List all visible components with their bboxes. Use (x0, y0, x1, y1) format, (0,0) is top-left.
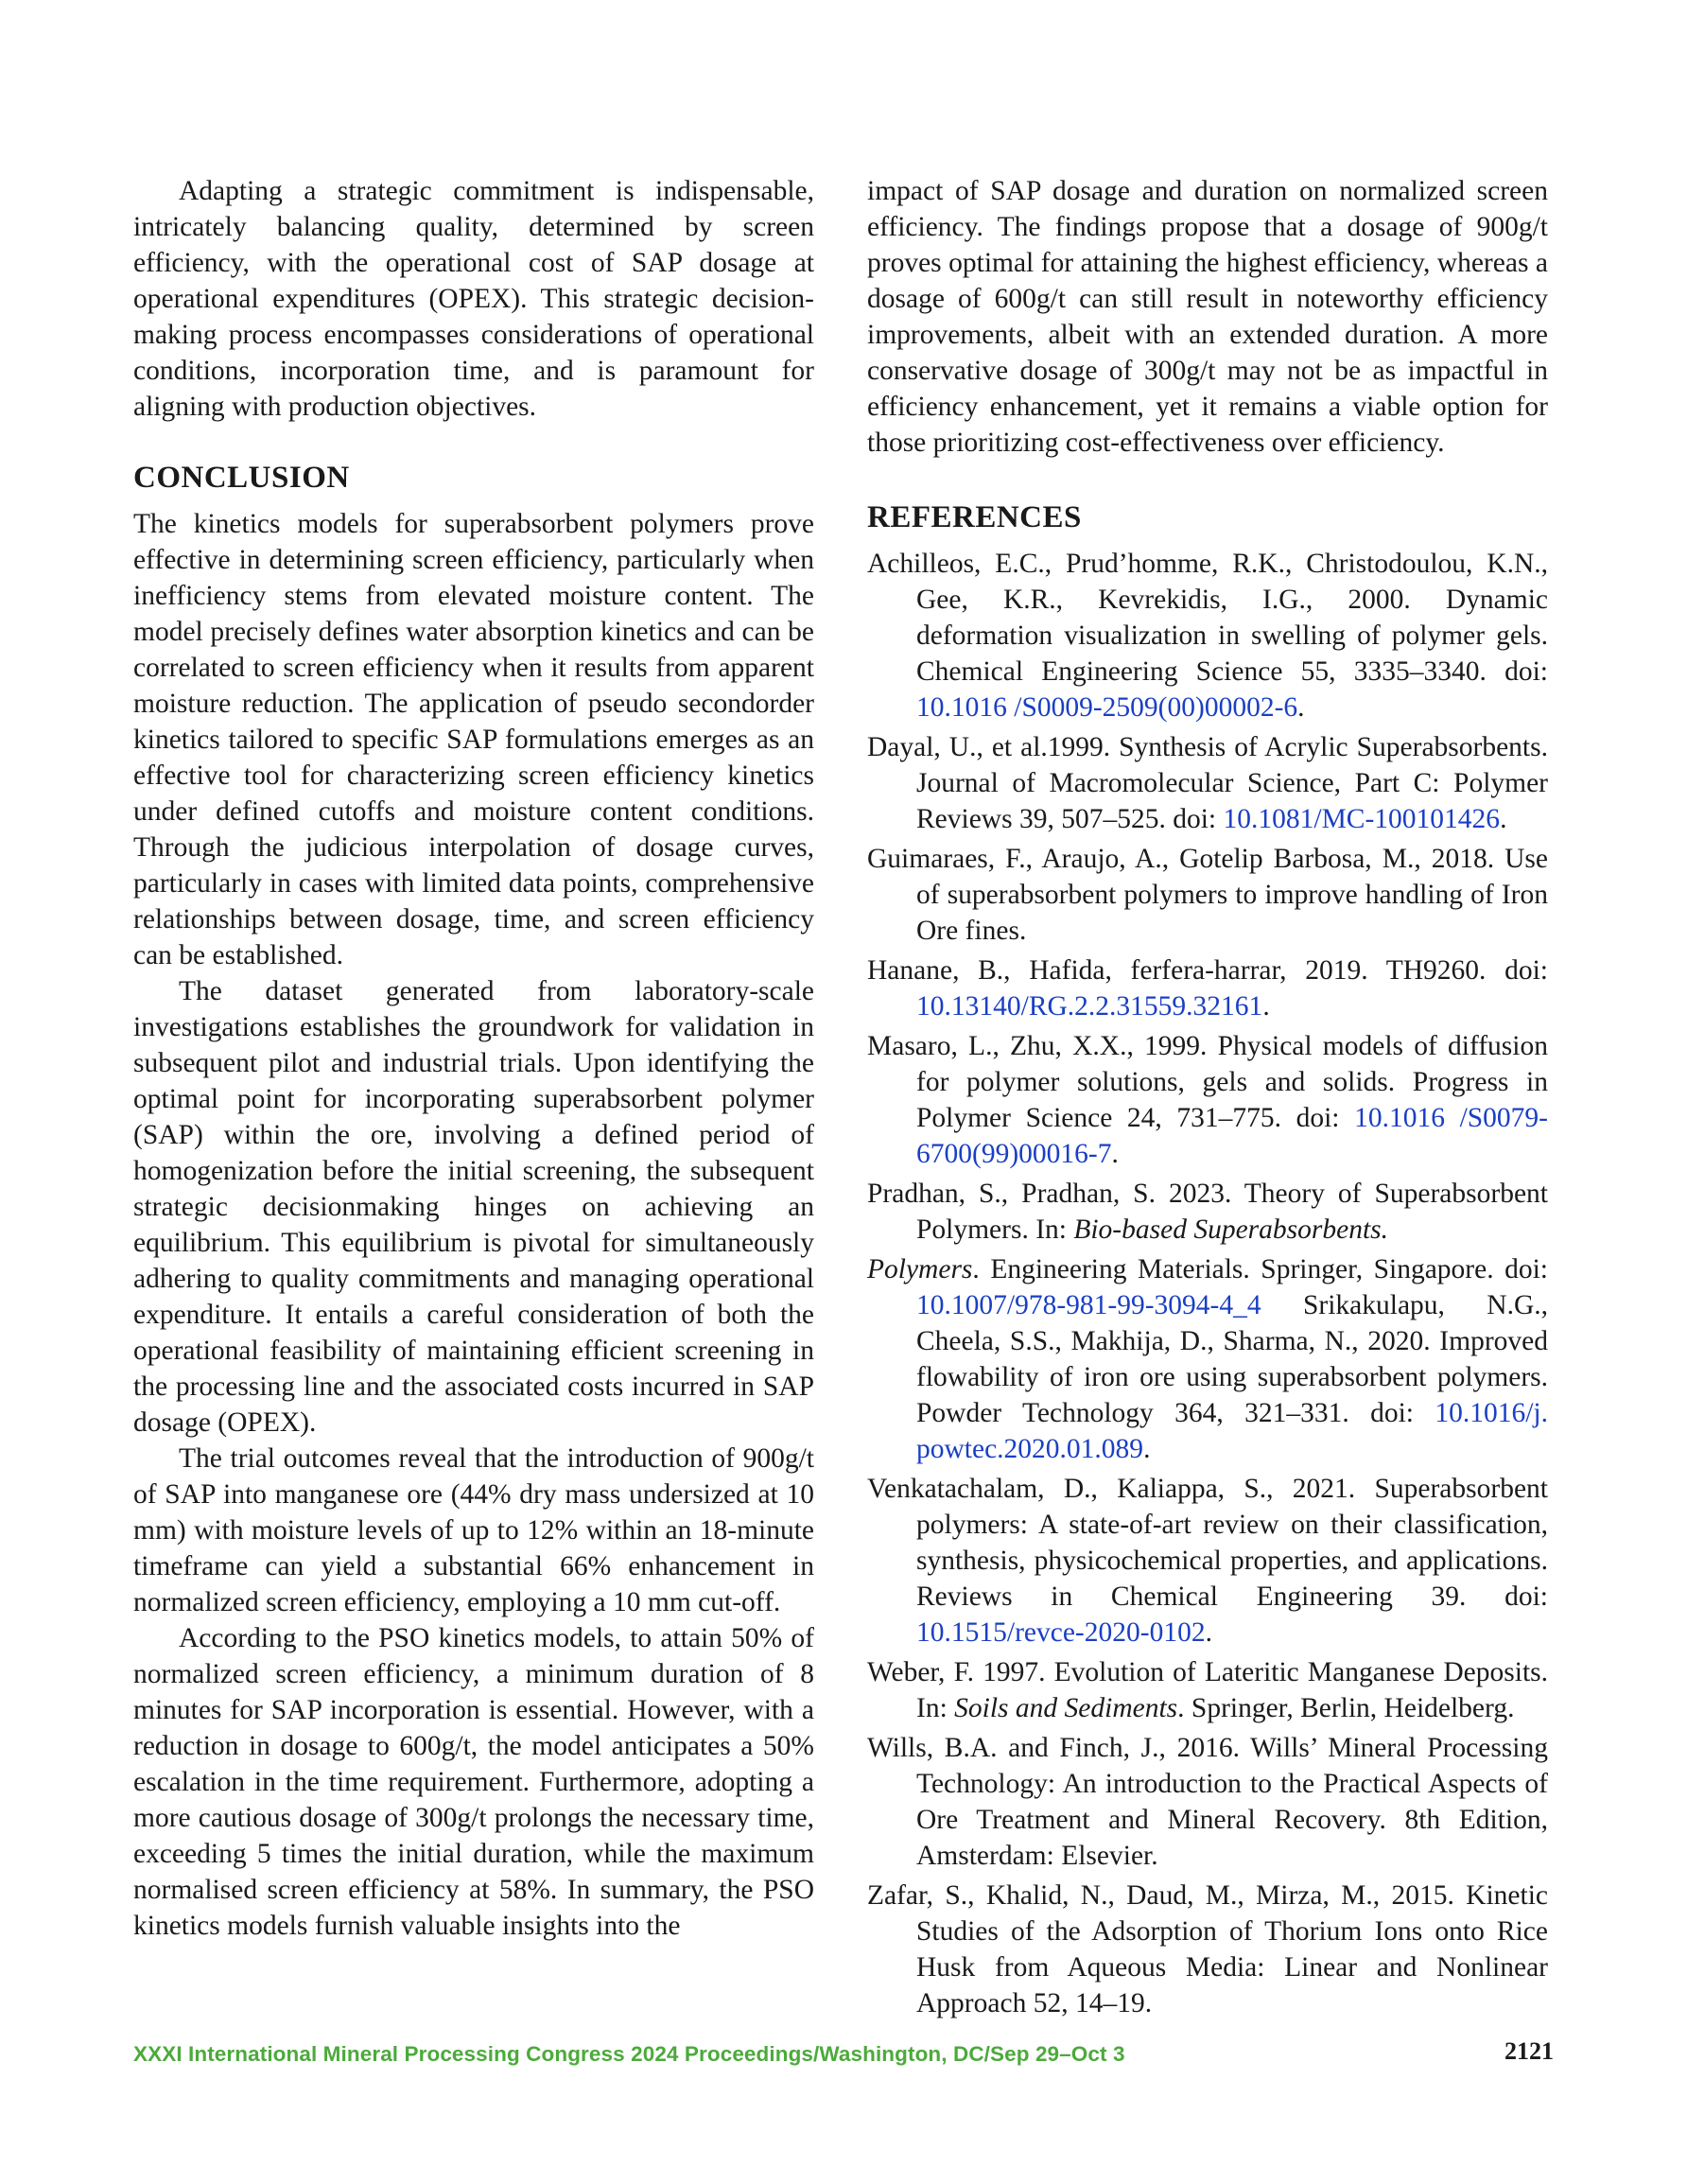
reference-item (867, 1878, 1548, 2021)
reference-item (867, 952, 1548, 1024)
reference-text: Achilleos, E.C., Prud’homme, R.K., Christodoulou, K.N., Gee, K.R., Kevrekidis, I.G., 2000. Dynamic deformation visualization in swelling of polymer gels. Chemical Engineering Science 55, 3335–3340. doi: (867, 549, 1548, 687)
reference-text: . (1297, 692, 1305, 723)
reference-item (867, 1654, 1548, 1726)
reference-book-title: Polymers (867, 1254, 973, 1284)
doi-link[interactable]: 10.1081/MC-100101426 (1223, 804, 1501, 834)
reference-item (867, 1251, 1548, 1467)
reference-text: Pradhan, S., Pradhan, S. 2023. Theory of Superabsorbent Polymers. In: (867, 1179, 1548, 1245)
reference-text: Srikakulapu, N.G., Cheela, S.S., Makhija, D., Sharma, N., 2020. Improved flowability of iron ore using superabsorbent polymers. Powder Technology 364, 321–331. doi: (916, 1290, 1548, 1428)
conclusion-paragraph-4: According to the PSO kinetics models, to attain 50% of normalized screen efficiency, a minimum duration of 8 minutes for SAP incorporation is essential. However, with a reduction in dosage to 600g/t, the model anticipates a 50% escalation in the time requirement. Furthermore, adopting a more cautious dosage of 300g/t prolongs the necessary time, exceeding 5 times the initial duration, while the maximum normalised screen efficiency at 58%. In summary, the PSO kinetics models furnish valuable insights into the (133, 1623, 814, 1941)
conclusion-paragraph-2: The dataset generated from laboratory-scale investigations establishes the groundwork for validation in subsequent pilot and industrial trials. Upon identifying the optimal point for incorporating superabsorbent polymer (SAP) within the ore, involving a defined period of homogenization before the initial screening, the subsequent strategic decisionmaking hinges on achieving an equilibrium. This equilibrium is pivotal for simultaneously adhering to quality commitments and managing operational expenditure. It entails a careful consideration of both the operational feasibility of maintaining efficient screening in the processing line and the associated costs incurred in SAP dosage (OPEX). (133, 976, 814, 1438)
conference-footer: XXXI International Mineral Processing Congress 2024 Proceedings/Washington, DC/Sep 29–Oct 3 (133, 2042, 1125, 2066)
reference-item (867, 1471, 1548, 1651)
reference-text: . Springer, Berlin, Heidelberg. (1177, 1693, 1515, 1723)
reference-text: Weber, F. 1997. Evolution of Lateritic Manganese Deposits. In: (867, 1657, 1548, 1723)
reference-text: Dayal, U., et al.1999. Synthesis of Acrylic Superabsorbents. Journal of Macromolecular Science, Part C: Polymer Reviews 39, 507–525. doi: (867, 732, 1548, 834)
continuation-paragraph: impact of SAP dosage and duration on normalized screen efficiency. The findings propose that a dosage of 900g/t proves optimal for attaining the highest efficiency, whereas a dosage of 600g/t can still result in noteworthy efficiency improvements, albeit with an extended duration. A more conservative dosage of 300g/t may not be as impactful in efficiency enhancement, yet it remains a viable option for those prioritizing cost-effectiveness over efficiency. (867, 176, 1548, 458)
reference-text: Zafar, S., Khalid, N., Daud, M., Mirza, M., 2015. Kinetic Studies of the Adsorption of Thorium Ions onto Rice Husk from Aqueous Media: Linear and Nonlinear Approach 52, 14–19. (867, 1880, 1548, 2018)
doi-link[interactable]: 10.1016 /S0079-6700(99)00016-7 (916, 1103, 1548, 1169)
reference-book-title: Bio-based Superabsorbents. (1073, 1214, 1389, 1245)
reference-text: Venkatachalam, D., Kaliappa, S., 2021. Superabsorbent polymers: A state-of-art review on their classification, synthesis, physicochemical properties, and applications. Reviews in Chemical Engineering 39. doi: (867, 1474, 1548, 1612)
reference-text: . (1262, 991, 1270, 1022)
intro-paragraph: Adapting a strategic commitment is indispensable, intricately balancing quality, determined by screen efficiency, with the operational cost of SAP dosage at operational expenditures (OPEX). This strategic decision-making process encompasses considerations of operational conditions, incorporation time, and is paramount for aligning with production objectives. (133, 176, 814, 422)
doi-link[interactable]: 10.1515/revce-2020-0102 (916, 1617, 1206, 1648)
reference-item (867, 1028, 1548, 1172)
reference-text: . (1205, 1617, 1212, 1648)
reference-item (867, 1176, 1548, 1248)
reference-text: . (1111, 1139, 1119, 1169)
conclusion-heading: CONCLUSION (133, 461, 350, 495)
reference-item (867, 841, 1548, 949)
doi-link[interactable]: 10.1016 /S0009-2509(00)00002-6 (916, 692, 1298, 723)
reference-text: . (1143, 1434, 1151, 1464)
reference-text: Hanane, B., Hafida, ferfera-harrar, 2019. TH9260. doi: (867, 955, 1548, 986)
doi-link[interactable]: 10.13140/RG.2.2.31559.32161 (916, 991, 1263, 1022)
reference-text: Wills, B.A. and Finch, J., 2016. Wills’ Mineral Processing Technology: An introduction to the Practical Aspects of Ore Treatment and Mineral Recovery. 8th Edition, Amsterdam: Elsevier. (867, 1733, 1548, 1871)
reference-item (867, 1730, 1548, 1874)
left-column (133, 173, 814, 1944)
references-heading: REFERENCES (867, 500, 1082, 534)
reference-item (867, 546, 1548, 725)
doi-link[interactable]: 10.1016/j. powtec.2020.01.089 (916, 1398, 1548, 1464)
doi-link[interactable]: 10.1007/978-981-99-3094-4_4 (916, 1290, 1261, 1320)
right-column (867, 173, 1548, 2025)
reference-item (867, 729, 1548, 837)
reference-book-title: Soils and Sediments (954, 1693, 1178, 1723)
reference-text: Guimaraes, F., Araujo, A., Gotelip Barbosa, M., 2018. Use of superabsorbent polymers to improve handling of Iron Ore fines. (867, 844, 1548, 946)
reference-text: . Engineering Materials. Springer, Singapore. doi: (972, 1254, 1548, 1284)
page-number: 2121 (1504, 2037, 1554, 2065)
conclusion-paragraph-1: The kinetics models for superabsorbent polymers prove effective in determining screen efficiency, particularly when inefficiency stems from elevated moisture content. The model precisely defines water absorption kinetics and can be correlated to screen efficiency when it results from apparent moisture reduction. The application of pseudo secondorder kinetics tailored to specific SAP formulations emerges as an effective tool for characterizing screen efficiency kinetics under defined cutoffs and moisture content conditions. Through the judicious interpolation of dosage curves, particularly in cases with limited data points, comprehensive relationships between dosage, time, and screen efficiency can be established. (133, 509, 814, 970)
reference-text: Masaro, L., Zhu, X.X., 1999. Physical models of diffusion for polymer solutions, gels and solids. Progress in Polymer Science 24, 731–775. doi: (867, 1031, 1548, 1133)
reference-text: . (1500, 804, 1507, 834)
conclusion-paragraph-3: The trial outcomes reveal that the introduction of 900g/t of SAP into manganese ore (44% dry mass undersized at 10 mm) with moisture levels of up to 12% within an 18-minute timeframe can yield a substantial 66% enhancement in normalized screen efficiency, employing a 10 mm cut-off. (133, 1443, 814, 1617)
